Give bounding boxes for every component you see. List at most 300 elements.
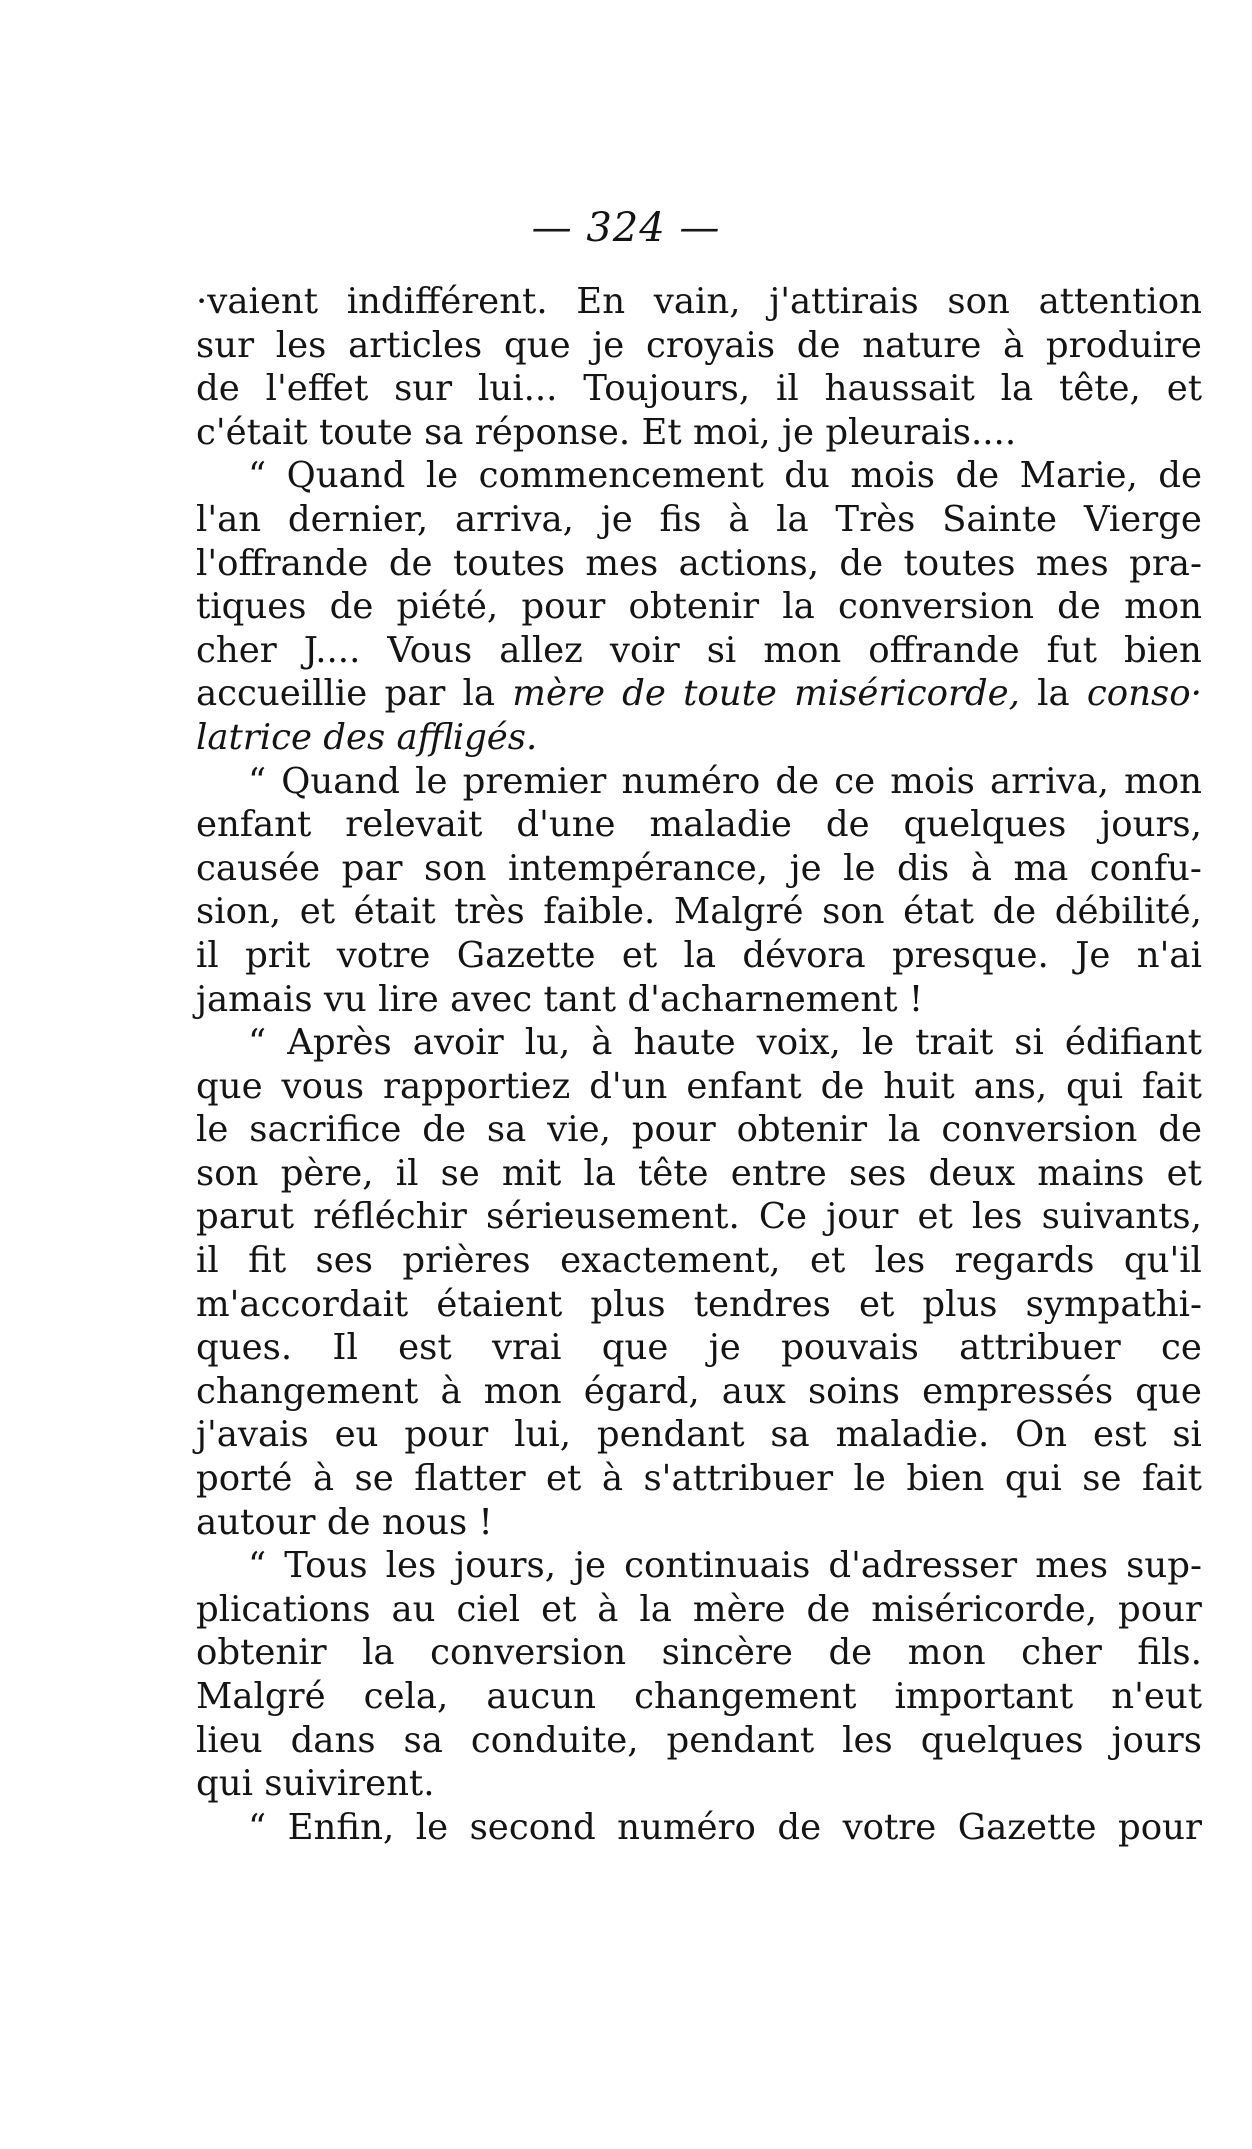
word: sur — [394, 368, 453, 410]
word: les — [842, 1719, 893, 1761]
word: conversion — [430, 1632, 627, 1674]
word: l'effet — [265, 368, 369, 410]
word: numéro — [617, 1806, 756, 1848]
word: enfant — [686, 1065, 802, 1107]
text-line — [196, 542, 1202, 586]
word: de — [1158, 455, 1202, 497]
word: relevait — [345, 804, 483, 846]
word: de — [1057, 586, 1101, 628]
word: père, — [280, 1152, 374, 1194]
word: de — [388, 542, 433, 584]
word: je — [592, 324, 625, 366]
word: pra- — [1129, 542, 1202, 584]
word: la — [1037, 673, 1070, 715]
word: pour — [631, 1109, 716, 1151]
word: articles — [348, 324, 483, 366]
text-line — [196, 1152, 1202, 1196]
word: est — [398, 1327, 452, 1369]
word: et — [1166, 1152, 1202, 1194]
word: “ — [248, 1022, 267, 1064]
word: jamais — [196, 978, 313, 1020]
word: la — [888, 1109, 921, 1151]
text-line — [196, 1108, 1202, 1152]
word: obtenir — [196, 1632, 327, 1674]
word: voix, — [756, 1022, 841, 1064]
word: obtenir — [736, 1109, 868, 1151]
word: sympathi- — [1025, 1283, 1202, 1325]
word: jours — [1111, 1719, 1202, 1761]
word: numéro — [621, 760, 761, 802]
text-line — [196, 1413, 1202, 1457]
word: la — [362, 1632, 395, 1674]
word: ques. — [196, 1327, 293, 1369]
word: vie, — [547, 1109, 611, 1151]
word: enfant — [196, 804, 312, 846]
word: les — [971, 1196, 1023, 1238]
word: si — [1172, 1414, 1202, 1456]
word: vous — [281, 1065, 365, 1107]
text-line — [196, 585, 1202, 629]
text-line — [196, 1675, 1202, 1719]
word: arriva, — [454, 498, 574, 540]
word: huit — [883, 1065, 955, 1107]
word: se — [354, 1458, 394, 1500]
word: mère — [692, 1588, 786, 1630]
word: les — [385, 1545, 437, 1587]
text-line — [196, 1370, 1202, 1414]
word: débilité, — [1054, 891, 1202, 933]
word: il — [776, 368, 799, 410]
text-line — [196, 454, 1202, 498]
word: plus — [922, 1283, 998, 1325]
word: à — [970, 847, 992, 889]
word: Et — [641, 411, 682, 453]
word: votre — [842, 1806, 937, 1848]
word: parut — [196, 1196, 294, 1238]
word: pour — [1117, 1588, 1202, 1630]
word: entre — [730, 1152, 827, 1194]
word: vrai — [491, 1327, 562, 1369]
word: tête — [638, 1152, 709, 1194]
word: fait — [1141, 1458, 1202, 1500]
word: tiques — [196, 586, 307, 628]
word: obtenir — [628, 586, 760, 628]
word: n'eut — [1111, 1676, 1202, 1717]
word: d'adresser — [828, 1545, 1018, 1587]
word: Après — [287, 1022, 392, 1064]
word: la — [583, 1152, 616, 1194]
word: le — [853, 1458, 886, 1500]
word: lui... — [478, 368, 558, 410]
word: à — [601, 1458, 623, 1500]
word: et — [917, 1196, 953, 1238]
word: m'accordait — [196, 1283, 409, 1325]
word: toutes — [903, 542, 1016, 584]
word: et — [546, 1458, 582, 1500]
word: sup- — [1126, 1545, 1202, 1587]
word: réfléchir — [313, 1196, 467, 1238]
word: continuais — [624, 1545, 811, 1587]
text-line — [196, 498, 1202, 542]
word: état — [903, 891, 974, 933]
word: de — [622, 673, 666, 715]
word: pour — [1118, 1806, 1202, 1848]
text-line — [196, 1326, 1202, 1370]
word: pour — [404, 1414, 489, 1456]
word: croyais — [646, 324, 776, 366]
word: aux — [721, 1370, 786, 1412]
word: second — [469, 1806, 596, 1848]
word: à — [1003, 324, 1025, 366]
text-line — [196, 1239, 1202, 1283]
word: toute — [683, 673, 777, 715]
word: étaient — [436, 1283, 563, 1325]
word: Quand — [281, 760, 401, 802]
word: lui, — [514, 1414, 571, 1456]
word: bien — [906, 1458, 985, 1500]
word: de — [775, 760, 820, 802]
word: “ — [248, 455, 267, 497]
word: à — [312, 1458, 334, 1500]
word: l'an — [196, 498, 262, 540]
word: voir — [609, 629, 680, 671]
word: fut — [1046, 629, 1097, 671]
word: suivants, — [1041, 1196, 1202, 1238]
word: maladie. — [835, 1414, 990, 1456]
word: affligés. — [396, 716, 538, 758]
word: conduite, — [470, 1719, 639, 1761]
word: son — [947, 281, 1010, 322]
word: se — [440, 1152, 480, 1194]
text-line — [196, 1719, 1202, 1763]
word: conversion — [941, 1109, 1138, 1151]
word: mère — [512, 673, 605, 715]
word: indifférent. — [346, 281, 548, 322]
word: commencement — [478, 455, 764, 497]
text-line — [196, 1283, 1202, 1327]
word: mes — [1035, 542, 1109, 584]
word: que — [196, 1065, 263, 1107]
word: Vous — [387, 629, 473, 671]
word: de — [777, 1806, 822, 1848]
word: de — [828, 1632, 873, 1674]
word: c'était — [196, 411, 308, 453]
word: pleurais.... — [825, 411, 1017, 453]
word: mon — [907, 1632, 986, 1674]
word: d'acharnement — [627, 978, 898, 1020]
word: à — [440, 1370, 462, 1412]
word: mon — [1124, 760, 1202, 802]
word: de — [820, 1065, 865, 1107]
word: de — [806, 1588, 851, 1630]
word: je — [600, 498, 633, 540]
word: de — [955, 455, 1000, 497]
word: vu — [323, 978, 367, 1020]
word: d'une — [516, 804, 616, 846]
word: de — [329, 586, 374, 628]
word: et — [809, 1240, 846, 1282]
word: eu — [334, 1414, 379, 1456]
word: miséricorde, — [871, 1588, 1098, 1630]
word: et — [541, 1588, 577, 1630]
word: de — [196, 368, 240, 410]
word: prit — [245, 934, 311, 976]
word: haussait — [824, 368, 975, 410]
word: fils. — [1137, 1632, 1202, 1674]
word: cela, — [363, 1676, 449, 1717]
word: la — [776, 498, 809, 540]
text-line — [196, 1544, 1202, 1588]
word: dévora — [742, 934, 866, 976]
word: sa — [770, 1414, 810, 1456]
word: fit — [248, 1240, 287, 1282]
text-line — [196, 1457, 1202, 1501]
word: les — [275, 324, 327, 366]
word: des — [323, 716, 386, 758]
word: sion, — [196, 891, 282, 933]
word: le — [843, 847, 876, 889]
word: son — [424, 847, 487, 889]
text-line — [196, 629, 1202, 673]
text-line — [196, 934, 1202, 978]
word: ans, — [973, 1065, 1048, 1107]
text-line — [196, 1762, 1202, 1806]
word: ses — [315, 1240, 373, 1282]
word: par — [384, 673, 446, 715]
word: si — [706, 629, 737, 671]
word: le — [415, 760, 448, 802]
word: la — [1000, 368, 1034, 410]
word: Très — [835, 498, 916, 540]
word: mois — [850, 455, 935, 497]
word: que — [1135, 1370, 1202, 1412]
word: il — [196, 934, 219, 976]
page-number: — 324 — — [531, 205, 721, 251]
word: jours, — [454, 1545, 556, 1587]
text-line — [196, 1501, 1202, 1545]
word: tendres — [693, 1283, 831, 1325]
word: Gazette — [957, 1806, 1097, 1848]
word: sa — [486, 1109, 527, 1151]
word: piété, — [396, 586, 499, 628]
word: important — [894, 1676, 1074, 1717]
text-line — [196, 1631, 1202, 1675]
word: la — [782, 586, 815, 628]
word: sacrifice — [249, 1109, 402, 1151]
word: “ — [248, 1806, 267, 1848]
word: ses — [848, 1152, 907, 1194]
word: offrande — [868, 629, 1020, 671]
word: “ — [248, 760, 267, 802]
word: latrice — [196, 716, 312, 758]
word: de — [422, 1109, 467, 1151]
word: le — [861, 1022, 895, 1064]
word: mains — [1037, 1152, 1145, 1194]
word: tant — [543, 978, 617, 1020]
word: cher — [196, 629, 277, 671]
text-line — [196, 411, 1202, 455]
text-line — [196, 890, 1202, 934]
word: le — [425, 455, 459, 497]
word: miséricorde, — [794, 673, 1020, 715]
word: Gazette — [456, 934, 596, 976]
word: jour — [826, 1196, 899, 1238]
word: il — [196, 1240, 219, 1282]
word: J.... — [303, 629, 361, 671]
word: porté — [196, 1458, 293, 1500]
word: Quand — [286, 455, 406, 497]
word: avoir — [412, 1022, 504, 1064]
body-text — [196, 280, 1202, 1849]
word: à — [591, 1022, 613, 1064]
text-line — [196, 1588, 1202, 1632]
word: regards — [954, 1240, 1095, 1282]
word: conversion — [837, 586, 1034, 628]
word: soins — [807, 1370, 900, 1412]
word: aucun — [486, 1676, 597, 1717]
word: je — [708, 1327, 741, 1369]
word: du — [784, 455, 830, 497]
word: ! — [478, 1501, 493, 1543]
word: presque. — [892, 934, 1049, 976]
word: sa — [424, 411, 464, 453]
word: “ — [248, 1545, 267, 1587]
word: moi, — [693, 411, 771, 453]
word: produire — [1045, 324, 1202, 366]
word: attribuer — [959, 1327, 1121, 1369]
word: si — [1014, 1022, 1044, 1064]
word: prières — [402, 1240, 531, 1282]
word: pendant — [596, 1414, 745, 1456]
word: l'offrande — [196, 542, 369, 584]
word: Je — [1075, 934, 1111, 976]
word: Il — [332, 1327, 358, 1369]
word: sincère — [661, 1632, 793, 1674]
word: Malgré — [196, 1676, 326, 1717]
text-line — [196, 672, 1202, 716]
word: la — [639, 1588, 672, 1630]
word: confu- — [1089, 847, 1202, 889]
word: de — [326, 1501, 371, 1543]
word: de — [1158, 1109, 1202, 1151]
word: cher — [1021, 1632, 1102, 1674]
word: allez — [499, 629, 583, 671]
word: vain, — [653, 281, 741, 322]
word: sa — [403, 1719, 443, 1761]
word: la — [683, 934, 717, 976]
word: rapportiez — [383, 1065, 571, 1107]
word: bien — [1123, 629, 1202, 671]
word: d'un — [589, 1065, 668, 1107]
word: mois — [890, 760, 975, 802]
word: maladie — [649, 804, 792, 846]
word: mon — [1124, 586, 1202, 628]
word: mon — [483, 1370, 562, 1412]
word: pendant — [666, 1719, 815, 1761]
word: je — [789, 847, 822, 889]
word: ce — [834, 760, 876, 802]
word: Enfin, — [287, 1806, 395, 1848]
word: et — [1166, 368, 1202, 410]
word: tête, — [1058, 368, 1141, 410]
word: plications — [196, 1588, 371, 1630]
text-line — [196, 803, 1202, 847]
word: de — [825, 804, 870, 846]
word: le — [415, 1806, 449, 1848]
word: changement — [634, 1676, 857, 1717]
word: changement — [196, 1370, 419, 1412]
word: Tous — [284, 1545, 368, 1587]
word: Vierge — [1083, 498, 1202, 540]
word: quelques — [920, 1719, 1084, 1761]
word: édifiant — [1064, 1022, 1202, 1064]
word: nous — [381, 1501, 468, 1543]
word: que — [601, 1327, 669, 1369]
word: Marie, — [1019, 455, 1138, 497]
word: réponse. — [474, 411, 631, 453]
word: exactement, — [560, 1240, 781, 1282]
word: égard, — [583, 1370, 700, 1412]
text-line — [196, 1806, 1202, 1850]
word: il — [395, 1152, 419, 1194]
word: premier — [462, 760, 607, 802]
word: nature — [862, 324, 982, 366]
word: qui — [1004, 1458, 1062, 1500]
word: lu, — [524, 1022, 571, 1064]
word: causée — [196, 847, 321, 889]
word: On — [1015, 1414, 1068, 1456]
word: à — [728, 498, 750, 540]
word: très — [454, 891, 525, 933]
word: ! — [908, 978, 924, 1020]
text-line — [196, 367, 1202, 411]
word: pouvais — [781, 1327, 919, 1369]
word: jours, — [1100, 804, 1202, 846]
word: attention — [1038, 281, 1202, 322]
word: ma — [1013, 847, 1069, 889]
word: lire — [378, 978, 439, 1020]
word: son — [822, 891, 885, 933]
word: conso· — [1086, 673, 1202, 715]
word: ciel — [456, 1588, 521, 1630]
word: et — [621, 934, 658, 976]
word: pour — [521, 586, 606, 628]
word: est — [1092, 1414, 1147, 1456]
text-line — [196, 760, 1202, 804]
word: et — [299, 891, 335, 933]
word: de — [796, 324, 841, 366]
word: quelques — [903, 804, 1067, 846]
word: dis — [896, 847, 950, 889]
word: sur — [196, 324, 255, 366]
word: n'ai — [1136, 934, 1202, 976]
word: que — [503, 324, 571, 366]
word: Toujours, — [583, 368, 751, 410]
word: son — [196, 1152, 259, 1194]
word: au — [391, 1588, 436, 1630]
word: haute — [633, 1022, 736, 1064]
text-line — [196, 324, 1202, 368]
word: fis — [659, 498, 702, 540]
text-line — [196, 1021, 1202, 1065]
word: j'attirais — [769, 281, 919, 322]
word: toute — [319, 411, 413, 453]
word: ·vaient — [196, 281, 318, 322]
word: deux — [928, 1152, 1016, 1194]
word: fait — [1141, 1065, 1202, 1107]
word: se — [1082, 1458, 1122, 1500]
word: Malgré — [673, 891, 804, 933]
